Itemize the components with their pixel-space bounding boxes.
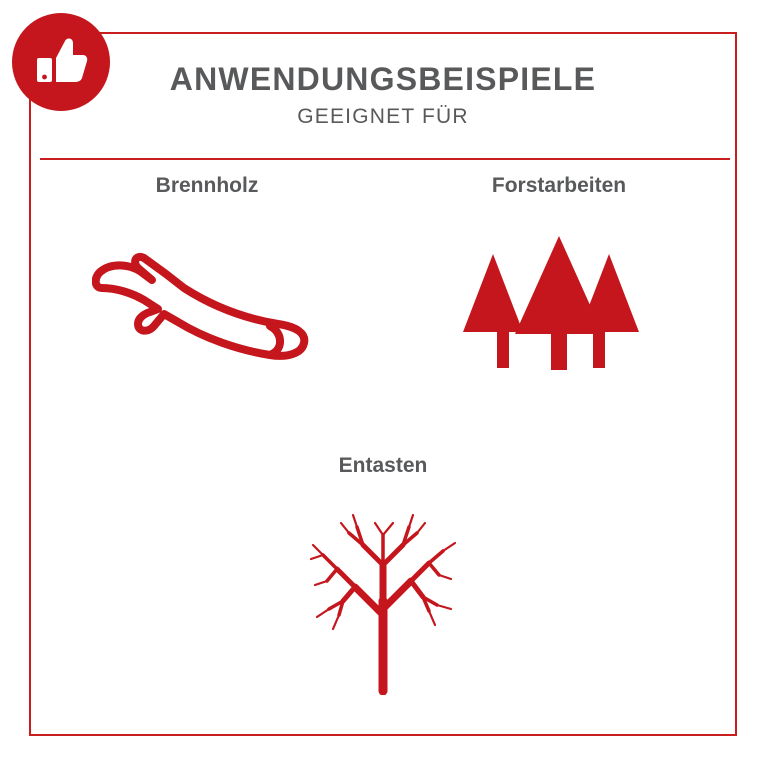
examples-row-top [31, 174, 735, 400]
log-branch-icon [92, 220, 322, 400]
panel-header [31, 62, 735, 129]
page-title: ANWENDUNGSBEISPIELE [169, 61, 597, 97]
example-label: Entasten [338, 454, 428, 477]
page-subtitle: GEEIGNET FÜR [297, 105, 469, 129]
thumbs-up-badge [12, 13, 110, 111]
example-label: Brennholz [155, 174, 259, 197]
conifer-trees-icon [444, 220, 674, 400]
bare-tree-icon [268, 500, 498, 700]
header-divider [40, 158, 730, 160]
example-item-entasten [31, 454, 735, 700]
example-item-forstarbeiten [383, 174, 735, 400]
example-item-brennholz [31, 174, 383, 400]
application-examples-panel [29, 32, 737, 736]
example-label: Forstarbeiten [491, 174, 627, 197]
